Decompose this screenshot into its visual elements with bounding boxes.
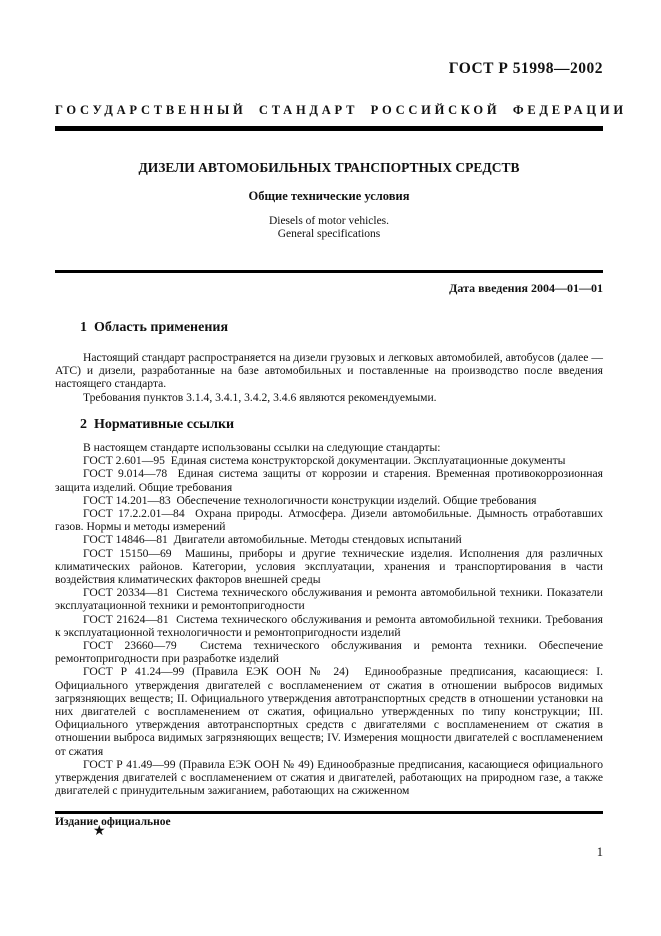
page-number: 1 xyxy=(596,845,603,859)
reference-item: ГОСТ Р 41.49—99 (Правила ЕЭК ООН № 49) Единообразные предписания, касающиеся официального утверждения двигателей с воспламенением от сжатия и двигателей, работающих на природном газе, а также двигателей с принудительным зажиганием, работающих на сжиженном xyxy=(55,757,603,798)
reference-item: ГОСТ 14.201—83 Обеспечение технологичности конструкции изделий. Общие требования xyxy=(83,493,537,507)
paragraph: Требования пунктов 3.1.4, 3.4.1, 3.4.2, 3.4.6 являются рекомендуемыми. xyxy=(83,390,437,404)
section-2-body xyxy=(55,441,603,797)
section-1-body xyxy=(55,351,603,404)
reference-item: ГОСТ 14846—81 Двигатели автомобильные. Методы стендовых испытаний xyxy=(83,533,462,547)
official-edition-label: Издание официальное xyxy=(55,816,171,828)
section-1-heading: 1 Область применения xyxy=(80,320,229,335)
reference-item: ГОСТ Р 41.24—99 (Правила ЕЭК ООН № 24) Единообразные предписания, касающиеся: I. Официального утверждения двигателей с воспламенением от сжатия в отношении выбросов видимых загрязняющих веществ; II. Официального утверждения автотранспортных средств в отношении установки на них двигателей с воспламенением от сжатия, официально утвержденных по типу конструкции; III. Официального утверждения автотранспортных средств с двигателями с воспламенением от сжатия в отношении выброса видимых загрязняющих веществ; IV. Измерения мощности двигателей с воспламенением от сжатия xyxy=(55,665,603,758)
reference-item: ГОСТ 2.601—95 Единая система конструкторской документации. Эксплуатационные документы xyxy=(83,454,566,468)
title-en-line1: Diesels of motor vehicles. xyxy=(268,215,390,227)
reference-item: ГОСТ 15150—69 Машины, приборы и другие технические изделия. Исполнения для различных климатических районов. Категории, условия эксплуатации, хранения и транспортирования в части воздействия климатических факторов внешней среды xyxy=(55,546,603,587)
header-rule xyxy=(55,126,603,131)
doc-code: ГОСТ Р 51998—2002 xyxy=(448,60,603,77)
document-title-ru: ДИЗЕЛИ АВТОМОБИЛЬНЫХ ТРАНСПОРТНЫХ СРЕДСТВ xyxy=(138,160,520,175)
standard-banner: ГОСУДАРСТВЕННЫЙ СТАНДАРТ РОССИЙСКОЙ ФЕДЕРАЦИИ xyxy=(55,103,627,117)
paragraph: Настоящий стандарт распространяется на дизели грузовых и легковых автомобилей, автобусов (далее — АТС) и дизели, разработанные на базе автомобильных и поставленные на производство после введения настоящего стандарта. xyxy=(55,351,603,391)
reference-item: ГОСТ 21624—81 Система технического обслуживания и ремонта автомобильной техники. Требования к эксплуатационной технологичности и ремонтопригодности изделий xyxy=(55,612,603,639)
paragraph: В настоящем стандарте использованы ссылки на следующие стандарты: xyxy=(83,441,441,454)
star-icon: ★ xyxy=(93,824,106,839)
reference-item: ГОСТ 9.014—78 Единая система защиты от коррозии и старения. Временная противокоррозионная защита изделий. Общие требования xyxy=(55,467,603,494)
title-separator-rule xyxy=(55,270,603,273)
reference-item: ГОСТ 17.2.2.01—84 Охрана природы. Атмосфера. Дизели автомобильные. Дымность отработавших газов. Нормы и методы измерений xyxy=(55,507,603,534)
title-en-line2: General specifications xyxy=(277,228,381,240)
document-subtitle-ru: Общие технические условия xyxy=(248,189,410,203)
section-2-heading: 2 Нормативные ссылки xyxy=(80,417,235,432)
reference-item: ГОСТ 23660—79 Система технического обслуживания и ремонта техники. Обеспечение ремонтопригодности при разработке изделий xyxy=(55,639,603,666)
footer-rule xyxy=(55,811,603,814)
introduction-date: Дата введения 2004—01—01 xyxy=(449,281,603,295)
document-title-en xyxy=(55,215,603,241)
reference-item: ГОСТ 20334—81 Система технического обслуживания и ремонта автомобильной техники. Показатели эксплуатационной техники и ремонтопригодности xyxy=(55,586,603,613)
